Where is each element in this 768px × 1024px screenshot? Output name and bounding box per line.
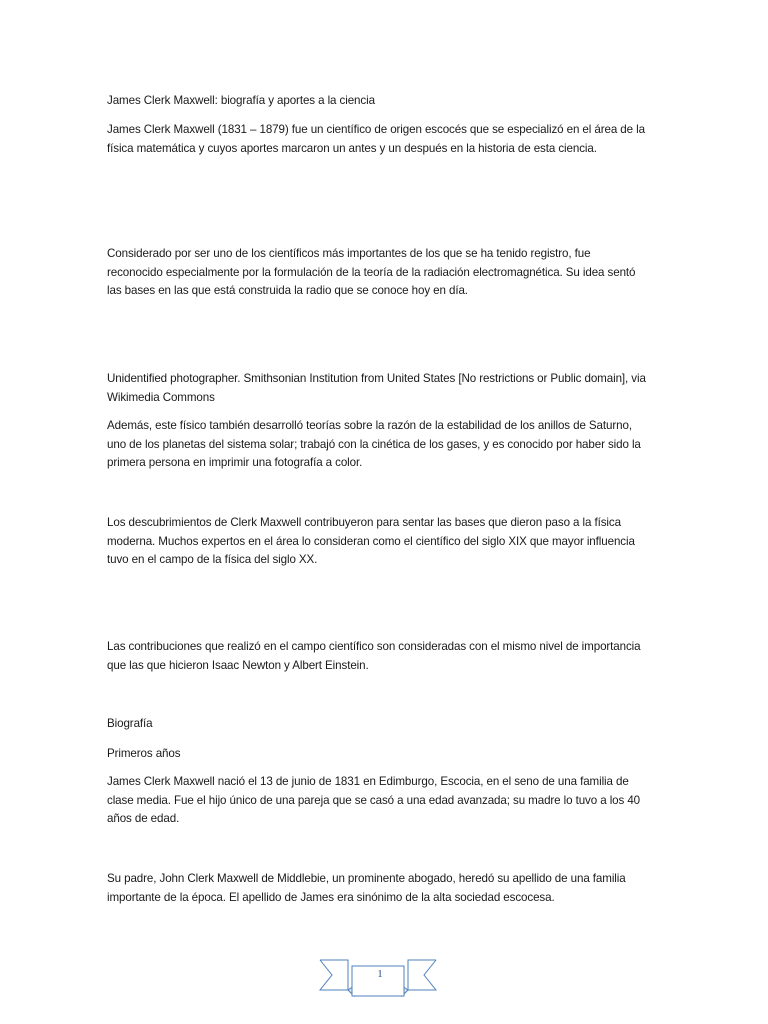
paragraph-contributions: Las contribuciones que realizó en el campo científico son consideradas con el mismo nivel de importancia que las que hicieron Isaac Newton y Albert Einstein. xyxy=(107,640,641,672)
paragraph-birth: James Clerk Maxwell nació el 13 de junio de 1831 en Edimburgo, Escocia, en el seno de una familia de clase media. Fue el hijo único de una pareja que se casó a una edad avanzada; su madre lo tuvo a los 40 años de edad. xyxy=(107,775,641,825)
paragraph-importance: Considerado por ser uno de los científicos más importantes de los que se ha tenido registro, fue reconocido especialmente por la formulación de la teoría de la radiación electromagnética. Su idea sentó las bases en las que está construida la radio que se conoce hoy en día. xyxy=(107,247,636,297)
page-number: 1 xyxy=(377,968,383,980)
subheading-primeros-anos: Primeros años xyxy=(107,747,181,760)
paragraph-saturn: Además, este físico también desarrolló teorías sobre la razón de la estabilidad de los anillos de Saturno, uno de los planetas del sistema solar; trabajó con la cinética de los gases, y es conocido por haber sido la primera persona en imprimir una fotografía a color. xyxy=(107,419,641,469)
photo-credit: Unidentified photographer. Smithsonian Institution from United States [No restrictions or Public domain], via Wikimedia Commons xyxy=(107,372,646,404)
document-title: James Clerk Maxwell: biografía y aportes a la ciencia xyxy=(107,94,375,107)
paragraph-intro: James Clerk Maxwell (1831 – 1879) fue un científico de origen escocés que se especializó en el área de la física matemática y cuyos aportes marcaron un antes y un después en la historia de esta ciencia. xyxy=(107,123,645,155)
paragraph-father: Su padre, John Clerk Maxwell de Middlebie, un prominente abogado, heredó su apellido de una familia importante de la época. El apellido de James era sinónimo de la alta sociedad escocesa. xyxy=(107,872,626,904)
paragraph-discoveries: Los descubrimientos de Clerk Maxwell contribuyeron para sentar las bases que dieron paso a la física moderna. Muchos expertos en el área lo consideran como el científico del siglo XIX que mayor influencia tuvo en el campo de la física del siglo XX. xyxy=(107,516,635,566)
section-heading-biografia: Biografía xyxy=(107,717,153,730)
